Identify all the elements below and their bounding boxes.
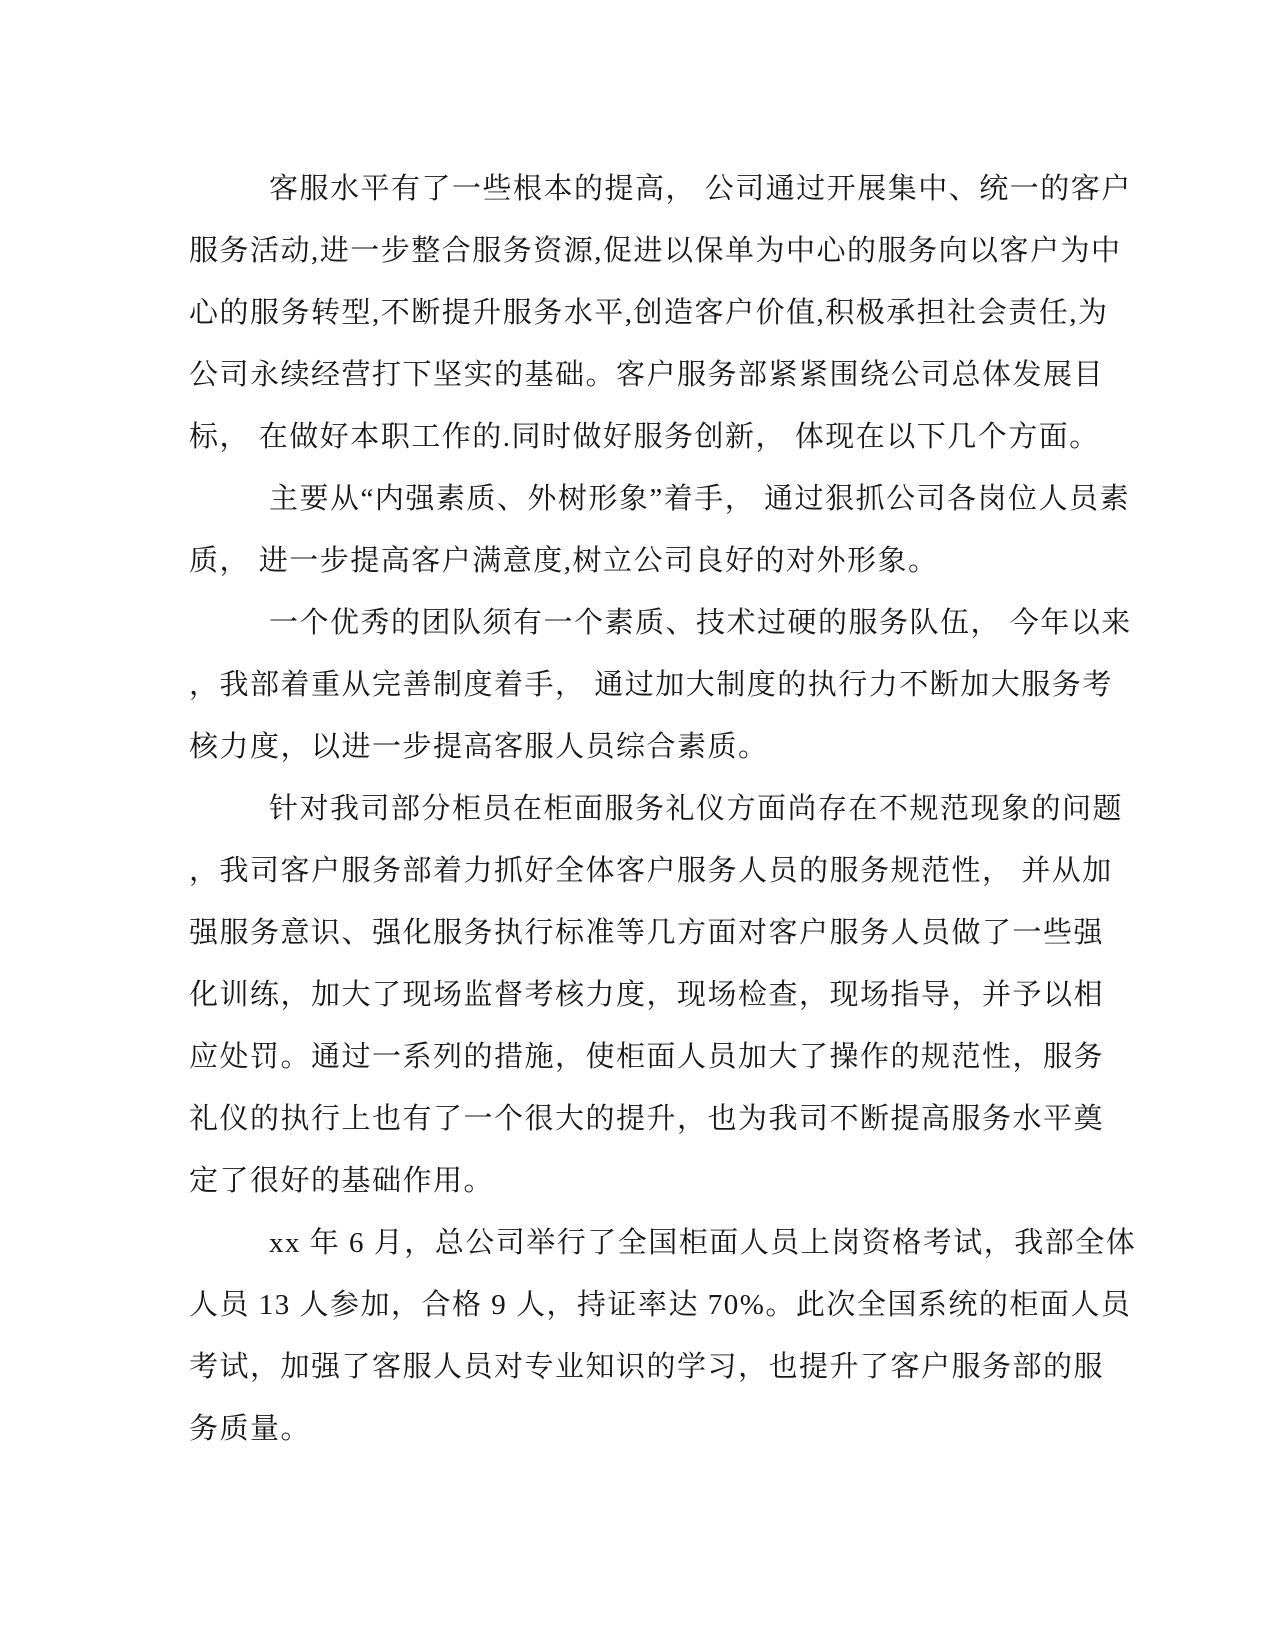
- document-body: [189, 158, 1139, 1460]
- text-line: 人员 13 人参加，合格 9 人，持证率达 70%。此次全国系统的柜面人员: [189, 1289, 1132, 1321]
- text-line: 公司永续经营打下坚实的基础。客户服务部紧紧围绕公司总体发展目: [189, 359, 1105, 391]
- text-line: 服务活动,进一步整合服务资源,促进以保单为中心的服务向以客户为中: [189, 235, 1122, 267]
- text-line: 一个优秀的团队须有一个素质、技术过硬的服务队伍， 今年以来: [269, 607, 1132, 639]
- text-line: ，我司客户服务部着力抓好全体客户服务人员的服务规范性， 并从加: [189, 855, 1113, 887]
- text-line: ，我部着重从完善制度着手， 通过加大制度的执行力不断加大服务考: [189, 669, 1113, 701]
- text-line: 定了很好的基础作用。: [189, 1165, 495, 1197]
- text-line: 核力度，以进一步提高客服人员综合素质。: [189, 731, 769, 763]
- text-line: 质， 进一步提高客户满意度,树立公司良好的对外形象。: [189, 545, 939, 577]
- text-line: 针对我司部分柜员在柜面服务礼仪方面尚存在不规范现象的问题: [269, 793, 1124, 825]
- text-line: 客服水平有了一些根本的提高， 公司通过开展集中、统一的客户: [269, 173, 1132, 205]
- text-line: 强服务意识、强化服务执行标准等几方面对客户服务人员做了一些强: [189, 917, 1105, 949]
- text-line: 心的服务转型,不断提升服务水平,创造客户价值,积极承担社会责任,为: [189, 297, 1109, 329]
- text-line: 务质量。: [189, 1413, 312, 1445]
- text-line: 礼仪的执行上也有了一个很大的提升，也为我司不断提高服务水平奠: [189, 1103, 1105, 1135]
- text-line: 主要从“内强素质、外树形象”着手， 通过狠抓公司各岗位人员素: [269, 483, 1130, 515]
- text-line: 应处罚。通过一系列的措施，使柜面人员加大了操作的规范性，服务: [189, 1041, 1105, 1073]
- text-line: 化训练，加大了现场监督考核力度，现场检查，现场指导，并予以相: [189, 979, 1105, 1011]
- text-line: 标， 在做好本职工作的.同时做好服务创新， 体现在以下几个方面。: [189, 421, 1100, 453]
- text-line: 考试，加强了客服人员对专业知识的学习，也提升了客户服务部的服: [189, 1351, 1105, 1383]
- text-line: xx 年 6 月，总公司举行了全国柜面人员上岗资格考试，我部全体: [269, 1227, 1137, 1259]
